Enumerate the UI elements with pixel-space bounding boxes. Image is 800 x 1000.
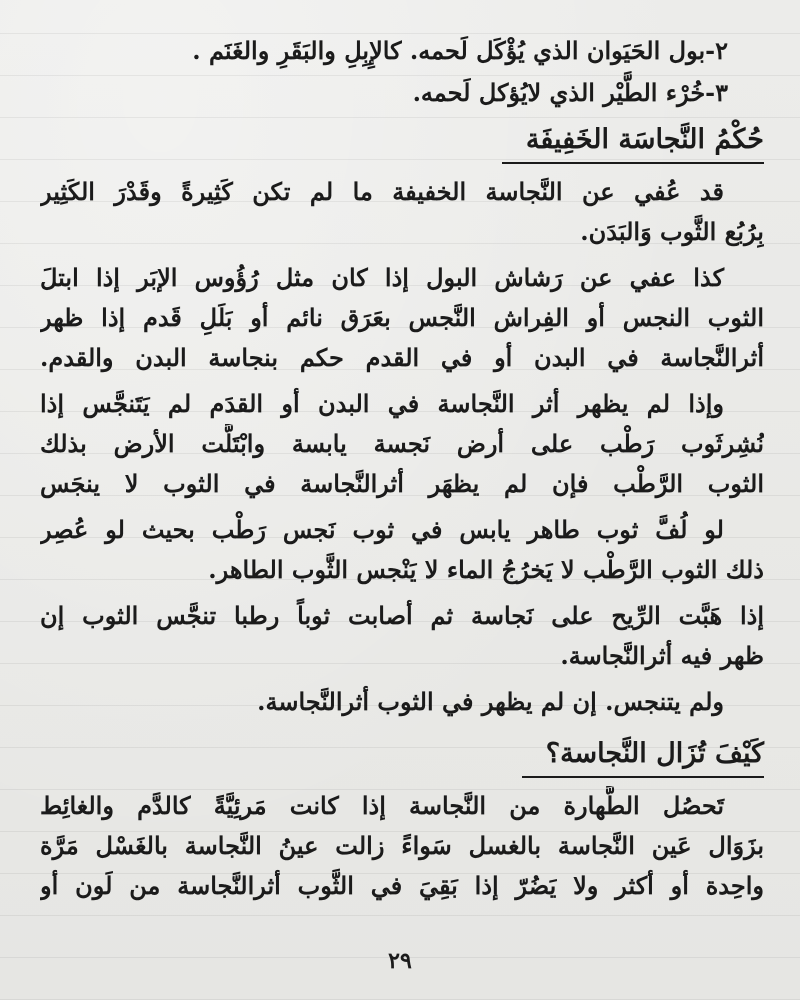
section-heading: كَيْفَ تُزَال النَّجاسة؟ [522,732,764,778]
text-line: بِرُبُع الثَّوب وَالبَدَن. [580,217,764,246]
paragraph [40,596,764,676]
section-removing-impurity [40,728,764,906]
text-line: إذا هَبَّت الرِّيح على نَجاسة ثم أصابت ثوباً رطبا تنجَّس الثوب إن [40,601,764,630]
section-light-impurity [40,114,764,722]
text-line: واحِدة أو أكثر ولا يَضُرّ إذا بَقِيَ في الثَّوب أثرالنَّجاسة من لَون أو [40,871,764,900]
paragraph [40,682,764,722]
paragraph [40,172,764,252]
text-line: نُشِرثَوب رَطْب على أرض نَجسة يابسة وابْتَلَّت الأرض بذلك [40,429,764,458]
list-item: ٣-خُرْء الطَّيْر الذي لايُؤكل لَحمه. [412,78,728,107]
paragraph [40,384,764,504]
paragraph [40,258,764,378]
section-heading: حُكْمُ النَّجاسَة الخَفِيفَة [502,118,764,164]
page-number: ٢٩ [388,948,412,974]
text-line: ذلك الثوب الرَّطْب لا يَخرُجُ الماء لا يَنْجس الثَّوب الطاهر. [208,555,764,584]
text-line: الثوب الرَّطْب فإن لم يظهَر أثرالنَّجاسة في الثوب لا ينجَس [40,469,764,498]
text-line: ظهر فيه أثرالنَّجاسة. [560,641,764,670]
list-block [40,30,764,114]
paragraph [40,510,764,590]
text-line: بزَوَال عَين النَّجاسة بالغسل سَواءً زالت عينُ النَّجاسة بالغَسْل مَرَّة [40,831,764,860]
text-line: تَحصُل الطَّهارة من النَّجاسة إذا كانت مَرئِيَّةً كالدَّم والغائِط [40,791,724,820]
list-item: ٢-بول الحَيَوان الذي يُؤْكَل لَحمه. كالإِبِلِ والبَقَرِ والغَنَم . [192,36,728,65]
text-line: ولم يتنجس. إن لم يظهر في الثوب أثرالنَّجاسة. [257,687,724,716]
text-line: كذا عفي عن رَشاش البول إذا كان مثل رُؤُوس الإبَر إذا ابتلَ [40,263,724,292]
text-line: وإذا لم يظهر أثر النَّجاسة في البدن أو القدَم لم يَتَنجَّس إذا [40,389,724,418]
text-line: لو لُفَّ ثوب طاهر يابس في ثوب نَجس رَطْب بحيث لو عُصِر [40,515,724,544]
paragraph [40,786,764,906]
text-line: قد عُفي عن النَّجاسة الخفيفة ما لم تكن كَثِيرةً وقَدْرَ الكَثِير [40,177,724,206]
text-line: الثوب النجس أو الفِراش النَّجس بعَرَق نائم أو بَلَلِ قَدم إذا ظهر [40,303,764,332]
text-line: أثرالنَّجاسة في البدن أو في القدم حكم بنجاسة البدن والقدم. [40,343,764,372]
